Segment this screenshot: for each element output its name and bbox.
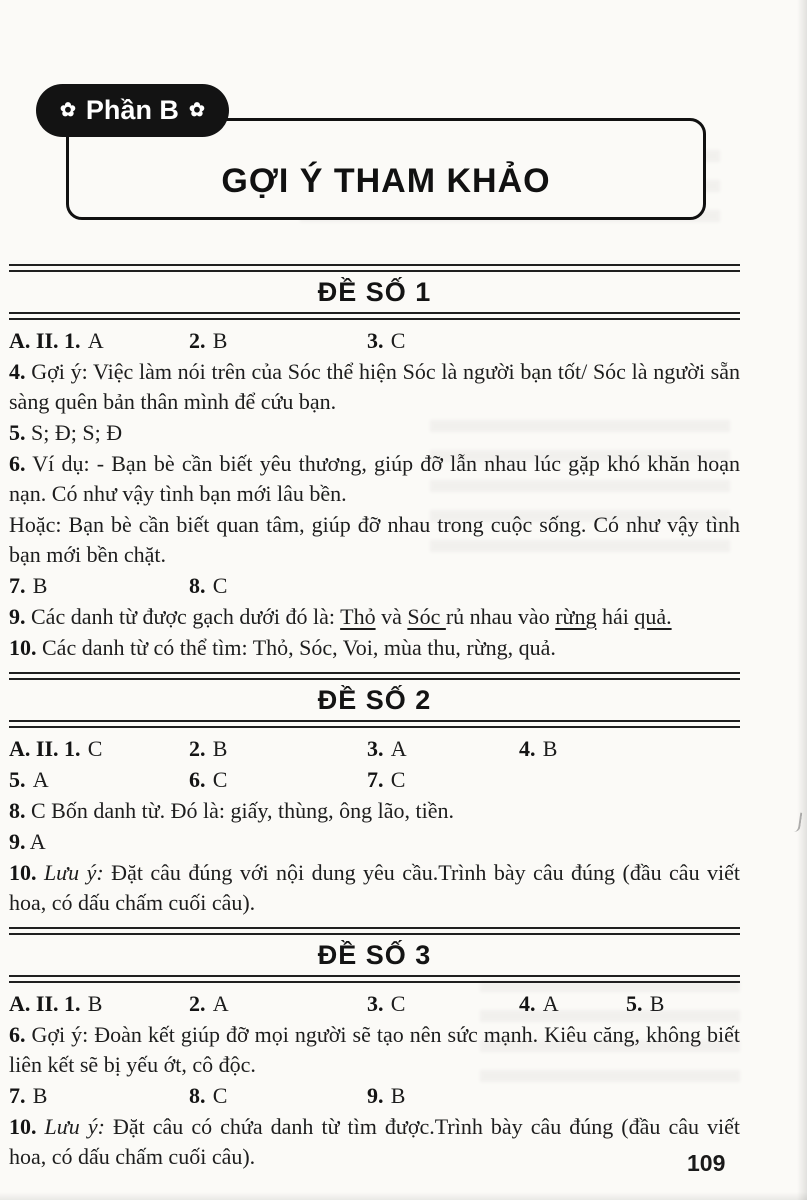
double-rule xyxy=(9,264,740,272)
item-number: 6. xyxy=(9,1022,26,1047)
answer-row xyxy=(9,571,740,601)
item-number: 9. xyxy=(9,604,26,629)
double-rule xyxy=(9,927,740,935)
answer-number: 3. xyxy=(367,328,384,353)
answer-number: 5. xyxy=(626,991,643,1016)
answer-row xyxy=(9,765,740,795)
answer-number: 4. xyxy=(519,736,536,761)
answer-cell xyxy=(367,734,519,764)
answer-number: 9. xyxy=(367,1083,384,1108)
answer-cell xyxy=(367,326,519,356)
answer-letter: B xyxy=(542,736,558,761)
section-body xyxy=(9,728,740,918)
item-text: Đặt câu có chứa danh từ tìm được.Trình bày câu đúng (đầu câu viết hoa, có dấu chấm cuối câu). xyxy=(9,1114,741,1169)
section-heading: ĐỀ SỐ 1 xyxy=(317,277,432,307)
answer-letter: B xyxy=(32,573,48,598)
section-body xyxy=(9,983,740,1172)
note-italic: Lưu ý: xyxy=(36,1114,105,1139)
answer-cell xyxy=(9,765,189,795)
item-number: 8. xyxy=(9,798,26,823)
item-text: và xyxy=(375,604,408,629)
answer-cell xyxy=(189,326,367,356)
answer-cell xyxy=(519,734,626,764)
answer-letter: B xyxy=(212,328,228,353)
answer-number: A. II. 1. xyxy=(9,328,81,353)
answer-cell xyxy=(9,571,189,601)
double-rule xyxy=(9,720,740,728)
double-rule xyxy=(9,312,740,320)
answer-number: 7. xyxy=(9,1083,26,1108)
answer-number: 2. xyxy=(189,991,206,1016)
answer-number: 3. xyxy=(367,991,384,1016)
note-italic: Lưu ý: xyxy=(36,860,104,885)
item-text: C Bốn danh từ. Đó là: giấy, thùng, ông lão, tiền. xyxy=(25,798,454,823)
scan-bottom-shadow xyxy=(0,1192,807,1200)
answer-letter: C xyxy=(212,767,228,792)
underlined-word: rừng xyxy=(555,604,597,629)
item-text: Các danh từ được gạch dưới đó là: xyxy=(25,604,341,629)
answer-cell xyxy=(189,765,367,795)
answer-letter: C xyxy=(390,991,406,1016)
item-paragraph xyxy=(9,827,740,857)
item-paragraph xyxy=(9,858,740,918)
item-paragraph xyxy=(9,449,740,509)
answer-number: 7. xyxy=(367,767,384,792)
item-paragraph xyxy=(9,418,740,448)
answer-number: A. II. 1. xyxy=(9,991,81,1016)
item-number: 10. xyxy=(9,860,37,885)
answer-number: 6. xyxy=(189,767,206,792)
part-badge-label: Phần B xyxy=(85,95,179,125)
double-rule xyxy=(9,672,740,680)
answer-cell xyxy=(189,989,367,1019)
answer-number: 7. xyxy=(9,573,26,598)
answer-number: 4. xyxy=(519,991,536,1016)
answer-row xyxy=(9,989,740,1019)
answer-letter: C xyxy=(390,328,406,353)
answer-letter: C xyxy=(212,573,228,598)
answer-cell xyxy=(519,989,626,1019)
answer-letter: B xyxy=(32,1083,48,1108)
answer-number: 8. xyxy=(189,573,206,598)
flower-icon: ✿ xyxy=(188,100,205,121)
answer-number: 8. xyxy=(189,1083,206,1108)
section-de-so-3 xyxy=(9,927,740,1172)
item-paragraph xyxy=(9,1112,740,1172)
answer-cell xyxy=(9,326,189,356)
item-text: Hoặc: Bạn bè cần biết quan tâm, giúp đỡ nhau trong cuộc sống. Có như vậy tình bạn mới bền chặt. xyxy=(9,512,740,567)
underlined-word: Thỏ xyxy=(340,604,376,629)
answer-letter: A xyxy=(87,328,104,353)
answer-number: 3. xyxy=(367,736,384,761)
answer-letter: A xyxy=(542,991,559,1016)
item-text: Đặt câu đúng với nội dung yêu cầu.Trình bày câu đúng (đầu câu viết hoa, có dấu chấm cuối câu). xyxy=(9,860,741,915)
item-text: hái xyxy=(596,604,635,629)
answer-row xyxy=(9,734,740,764)
underlined-word: quả. xyxy=(634,604,672,629)
answer-letter: A xyxy=(390,736,407,761)
item-paragraph xyxy=(9,357,740,417)
answer-cell xyxy=(9,989,189,1019)
answer-cell xyxy=(189,1081,367,1111)
item-text: rủ nhau vào xyxy=(445,604,556,629)
section-de-so-1 xyxy=(9,264,740,663)
answer-number: 2. xyxy=(189,736,206,761)
item-number: 9. xyxy=(9,829,26,854)
item-paragraph xyxy=(9,796,740,826)
item-text: Gợi ý: Việc làm nói trên của Sóc thể hiện Sóc là người bạn tốt/ Sóc là người sẵn sàng quên bản thân mình để cứu bạn. xyxy=(9,359,740,414)
answer-cell xyxy=(9,1081,189,1111)
item-number: 4. xyxy=(9,359,26,384)
answer-letter: B xyxy=(649,991,665,1016)
item-paragraph xyxy=(9,510,740,570)
answer-letter: B xyxy=(390,1083,406,1108)
answer-number: 2. xyxy=(189,328,206,353)
answer-letter: B xyxy=(87,991,103,1016)
answer-key-content xyxy=(9,264,740,1173)
item-text: A xyxy=(25,829,46,854)
answer-letter: C xyxy=(390,767,406,792)
answer-cell xyxy=(9,734,189,764)
page-title: GỢI Ý THAM KHẢO xyxy=(221,162,551,200)
item-number: 5. xyxy=(9,420,26,445)
item-paragraph xyxy=(9,633,740,663)
item-number: 10. xyxy=(9,635,37,660)
answer-row xyxy=(9,326,740,356)
double-rule xyxy=(9,975,740,983)
answer-cell xyxy=(189,734,367,764)
item-paragraph xyxy=(9,602,740,632)
section-heading: ĐỀ SỐ 2 xyxy=(317,685,432,715)
answer-letter: B xyxy=(212,736,228,761)
scan-edge-shadow xyxy=(797,0,807,1200)
flower-icon: ✿ xyxy=(60,100,76,121)
underlined-word: Sóc xyxy=(407,604,446,629)
item-text: S; Đ; S; Đ xyxy=(25,420,123,445)
answer-cell xyxy=(367,989,519,1019)
page-number: 109 xyxy=(687,1150,726,1176)
section-de-so-2 xyxy=(9,672,740,918)
section-body xyxy=(9,320,740,663)
answer-letter: C xyxy=(212,1083,228,1108)
answer-cell xyxy=(626,989,740,1019)
answer-row xyxy=(9,1081,740,1111)
answer-cell xyxy=(367,1081,519,1111)
answer-number: 5. xyxy=(9,767,26,792)
answer-number: A. II. 1. xyxy=(9,736,81,761)
item-number: 10. xyxy=(9,1114,37,1139)
answer-cell xyxy=(367,765,519,795)
section-heading: ĐỀ SỐ 3 xyxy=(317,940,432,970)
item-paragraph xyxy=(9,1020,740,1080)
item-text: Gợi ý: Đoàn kết giúp đỡ mọi người sẽ tạo nên sức mạnh. Kiêu căng, không biết liên kết sẽ bị yếu ớt, cô độc. xyxy=(9,1022,740,1077)
answer-letter: A xyxy=(212,991,229,1016)
part-badge xyxy=(36,84,229,137)
item-number: 6. xyxy=(9,451,26,476)
item-text: Các danh từ có thể tìm: Thỏ, Sóc, Voi, mùa thu, rừng, quả. xyxy=(36,635,556,660)
item-text: Ví dụ: - Bạn bè cần biết yêu thương, giúp đỡ lẫn nhau lúc gặp khó khăn hoạn nạn. Có như vậy tình bạn mới lâu bền. xyxy=(9,451,740,506)
answer-letter: A xyxy=(32,767,49,792)
answer-letter: C xyxy=(87,736,103,761)
answer-cell xyxy=(189,571,367,601)
